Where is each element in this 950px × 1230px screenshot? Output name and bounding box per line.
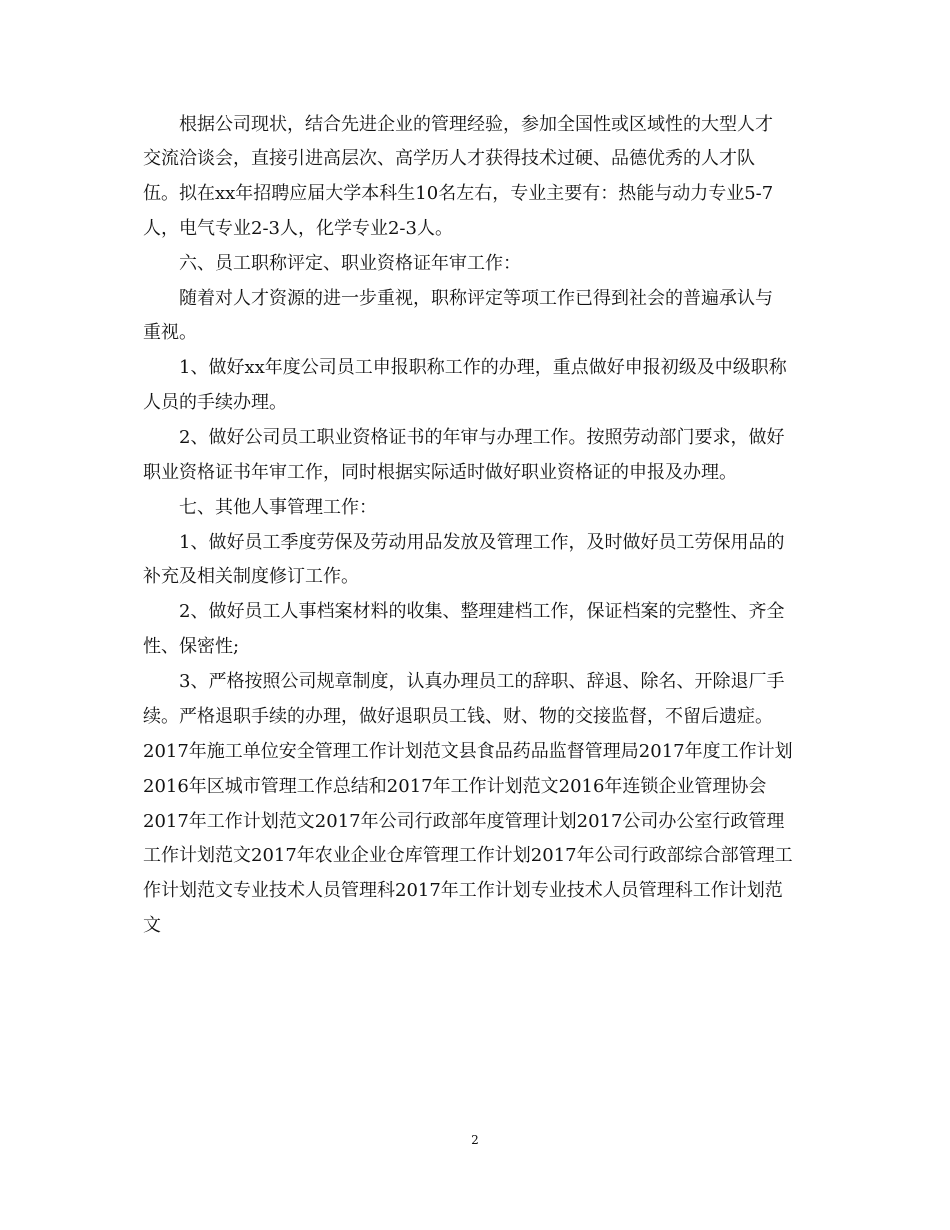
related-line-4: 工作计划范文2017年农业企业仓库管理工作计划2017年公司行政部综合部管理工 bbox=[143, 845, 793, 866]
list-item-4-line-2: 性、保密性; bbox=[143, 636, 240, 657]
list-item-1-line-1: 1、做好xx年度公司员工申报职称工作的办理，重点做好申报初级及中级职称 bbox=[179, 357, 787, 378]
related-line-6: 文 bbox=[143, 915, 161, 936]
related-line-3: 2017年工作计划范文2017年公司行政部年度管理计划2017公司办公室行政管理 bbox=[143, 811, 785, 832]
page-number: 2 bbox=[471, 1133, 479, 1147]
list-item-3-line-1: 1、做好员工季度劳保及劳动用品发放及管理工作，及时做好员工劳保用品的 bbox=[179, 532, 785, 553]
body-line-1: 根据公司现状，结合先进企业的管理经验，参加全国性或区域性的大型人才 bbox=[179, 114, 773, 135]
section-heading-7: 七、其他人事管理工作： bbox=[179, 497, 377, 518]
body-line-3: 伍。拟在xx年招聘应届大学本科生10名左右，专业主要有：热能与动力专业5-7 bbox=[143, 183, 774, 204]
body-line-6: 随着对人才资源的进一步重视，职称评定等项工作已得到社会的普遍承认与 bbox=[179, 288, 773, 309]
list-item-5-line-2: 续。严格退职手续的办理，做好退职员工钱、财、物的交接监督，不留后遗症。 bbox=[143, 706, 773, 727]
list-item-1-line-2: 人员的手续办理。 bbox=[143, 392, 287, 413]
related-line-5: 作计划范文专业技术人员管理科2017年工作计划专业技术人员管理科工作计划范 bbox=[143, 880, 783, 901]
section-heading-6: 六、员工职称评定、职业资格证年审工作： bbox=[179, 253, 521, 274]
list-item-5-line-1: 3、严格按照公司规章制度，认真办理员工的辞职、辞退、除名、开除退厂手 bbox=[179, 671, 785, 692]
list-item-2-line-1: 2、做好公司员工职业资格证书的年审与办理工作。按照劳动部门要求，做好 bbox=[179, 427, 785, 448]
list-item-3-line-2: 补充及相关制度修订工作。 bbox=[143, 566, 359, 587]
related-line-2: 2016年区城市管理工作总结和2017年工作计划范文2016年连锁企业管理协会 bbox=[143, 776, 767, 797]
body-line-7: 重视。 bbox=[143, 322, 197, 343]
list-item-2-line-2: 职业资格证书年审工作，同时根据实际适时做好职业资格证的申报及办理。 bbox=[143, 462, 737, 483]
list-item-4-line-1: 2、做好员工人事档案材料的收集、整理建档工作，保证档案的完整性、齐全 bbox=[179, 601, 785, 622]
related-line-1: 2017年施工单位安全管理工作计划范文县食品药品监督管理局2017年度工作计划 bbox=[143, 741, 793, 762]
body-line-2: 交流洽谈会，直接引进高层次、高学历人才获得技术过硬、品德优秀的人才队 bbox=[143, 148, 755, 169]
body-line-4: 人，电气专业2-3人，化学专业2-3人。 bbox=[143, 218, 453, 239]
